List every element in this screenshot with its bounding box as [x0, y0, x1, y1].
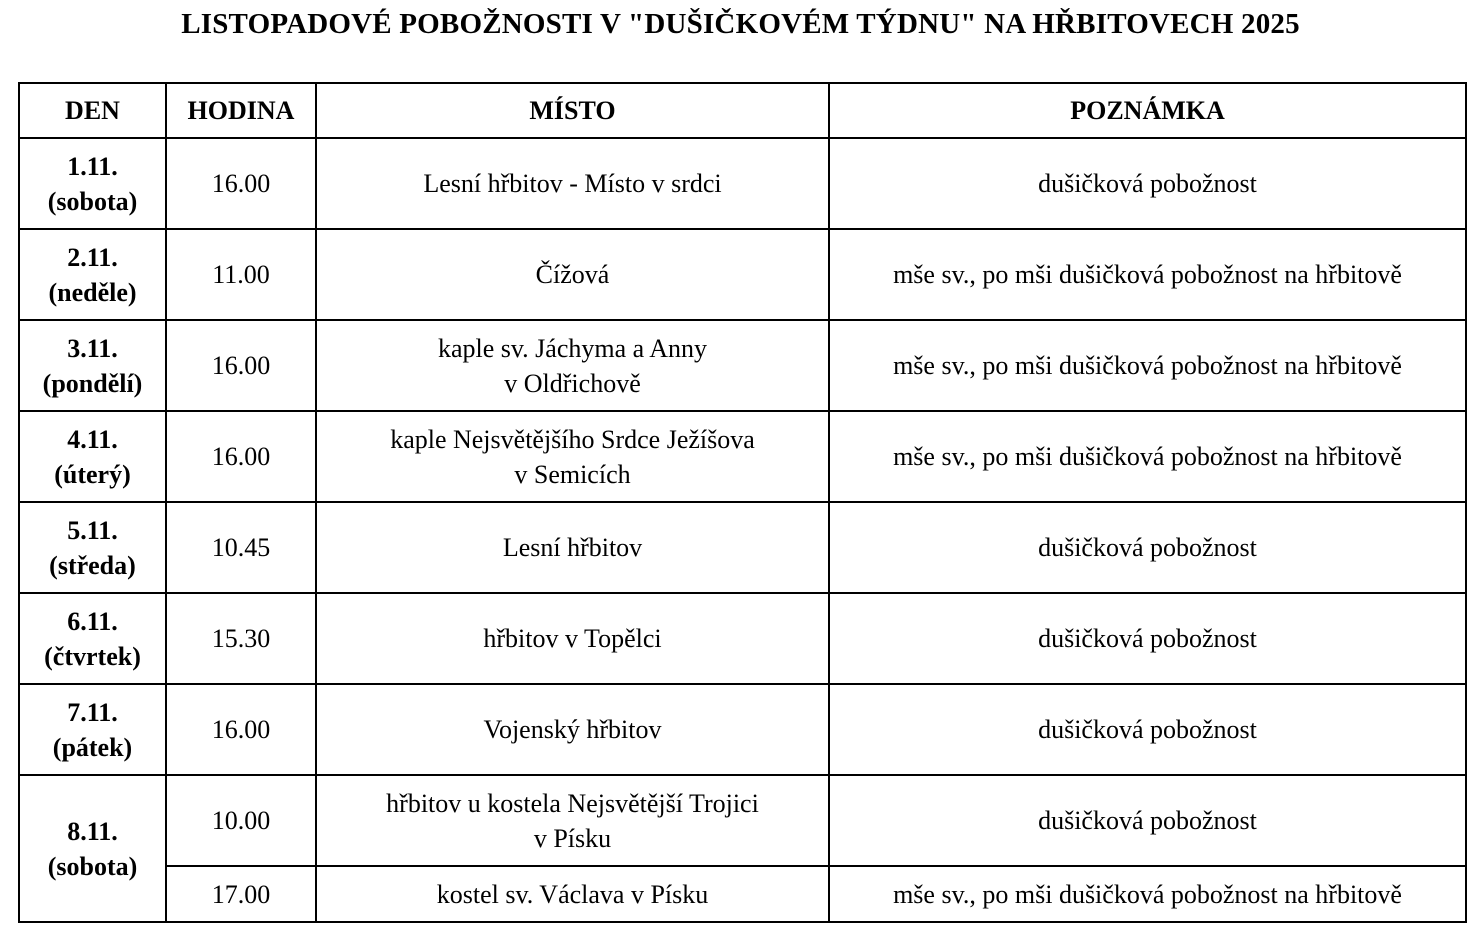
- page-title: LISTOPADOVÉ POBOŽNOSTI V "DUŠIČKOVÉM TÝDNU" NA HŘBITOVECH 2025: [181, 8, 1300, 40]
- place-line: Čížová: [535, 260, 610, 289]
- place-cell: [316, 593, 829, 684]
- table-row: [19, 411, 1466, 502]
- place-line: kaple sv. Jáchyma a Anny: [437, 333, 708, 363]
- table-row: [19, 138, 1466, 229]
- day-cell: [19, 229, 166, 320]
- note-cell: mše sv., po mši dušičková pobožnost na hřbitově: [829, 320, 1466, 411]
- table-header-row: [19, 83, 1466, 138]
- time-cell: 15.30: [166, 593, 316, 684]
- day-cell: [19, 775, 166, 922]
- schedule-table: [18, 82, 1467, 923]
- day-weekday: (sobota): [47, 851, 138, 881]
- day-date: 8.11.: [67, 816, 118, 846]
- place-cell: [316, 775, 829, 866]
- time-cell: 16.00: [166, 320, 316, 411]
- day-date: 2.11.: [67, 242, 118, 272]
- day-cell: [19, 138, 166, 229]
- place-line: v Semicích: [514, 459, 631, 489]
- note-cell: dušičková pobožnost: [829, 138, 1466, 229]
- day-cell: [19, 593, 166, 684]
- day-weekday: (čtvrtek): [44, 641, 141, 671]
- day-date: 6.11.: [67, 606, 118, 636]
- note-cell: dušičková pobožnost: [829, 502, 1466, 593]
- note-cell: mše sv., po mši dušičková pobožnost na hřbitově: [829, 229, 1466, 320]
- day-cell: [19, 320, 166, 411]
- place-cell: [316, 866, 829, 922]
- day-weekday: (pondělí): [42, 368, 143, 398]
- table-row: [19, 320, 1466, 411]
- place-cell: [316, 502, 829, 593]
- time-cell: 17.00: [166, 866, 316, 922]
- time-cell: 10.45: [166, 502, 316, 593]
- note-cell: dušičková pobožnost: [829, 775, 1466, 866]
- table-row: [19, 684, 1466, 775]
- place-line: v Písku: [533, 823, 612, 853]
- place-cell: [316, 229, 829, 320]
- column-header-den: DEN: [19, 83, 166, 138]
- place-line: hřbitov u kostela Nejsvětější Trojici: [386, 788, 759, 818]
- day-cell: [19, 502, 166, 593]
- place-line: Lesní hřbitov: [502, 533, 643, 562]
- day-cell: [19, 684, 166, 775]
- place-line: Lesní hřbitov - Místo v srdci: [423, 169, 722, 198]
- column-header-poznamka: POZNÁMKA: [829, 83, 1466, 138]
- day-weekday: (pátek): [52, 732, 133, 762]
- place-cell: [316, 320, 829, 411]
- day-cell: [19, 411, 166, 502]
- time-cell: 11.00: [166, 229, 316, 320]
- day-weekday: (úterý): [54, 459, 131, 489]
- table-row: [19, 229, 1466, 320]
- note-cell: dušičková pobožnost: [829, 684, 1466, 775]
- time-cell: 10.00: [166, 775, 316, 866]
- note-cell: dušičková pobožnost: [829, 593, 1466, 684]
- place-cell: [316, 411, 829, 502]
- day-weekday: (neděle): [48, 277, 137, 307]
- time-cell: 16.00: [166, 684, 316, 775]
- place-line: kaple Nejsvětějšího Srdce Ježíšova: [390, 424, 755, 454]
- note-cell: mše sv., po mši dušičková pobožnost na hřbitově: [829, 866, 1466, 922]
- day-date: 3.11.: [67, 333, 118, 363]
- day-date: 7.11.: [67, 697, 118, 727]
- time-cell: 16.00: [166, 411, 316, 502]
- table-row: [19, 502, 1466, 593]
- place-cell: [316, 684, 829, 775]
- note-cell: mše sv., po mši dušičková pobožnost na hřbitově: [829, 411, 1466, 502]
- day-date: 5.11.: [67, 515, 118, 545]
- time-cell: 16.00: [166, 138, 316, 229]
- table-row: [19, 775, 1466, 866]
- column-header-misto: MÍSTO: [316, 83, 829, 138]
- place-line: kostel sv. Václava v Písku: [436, 879, 709, 909]
- column-header-hodina: HODINA: [166, 83, 316, 138]
- place-line: hřbitov v Topělci: [483, 624, 662, 653]
- place-line: Vojenský hřbitov: [483, 715, 662, 744]
- place-cell: [316, 138, 829, 229]
- table-row: [19, 866, 1466, 922]
- day-weekday: (sobota): [47, 186, 138, 216]
- day-date: 4.11.: [67, 424, 118, 454]
- place-line: v Oldřichově: [504, 368, 641, 398]
- day-date: 1.11.: [67, 151, 118, 181]
- table-row: [19, 593, 1466, 684]
- day-weekday: (středa): [49, 550, 136, 580]
